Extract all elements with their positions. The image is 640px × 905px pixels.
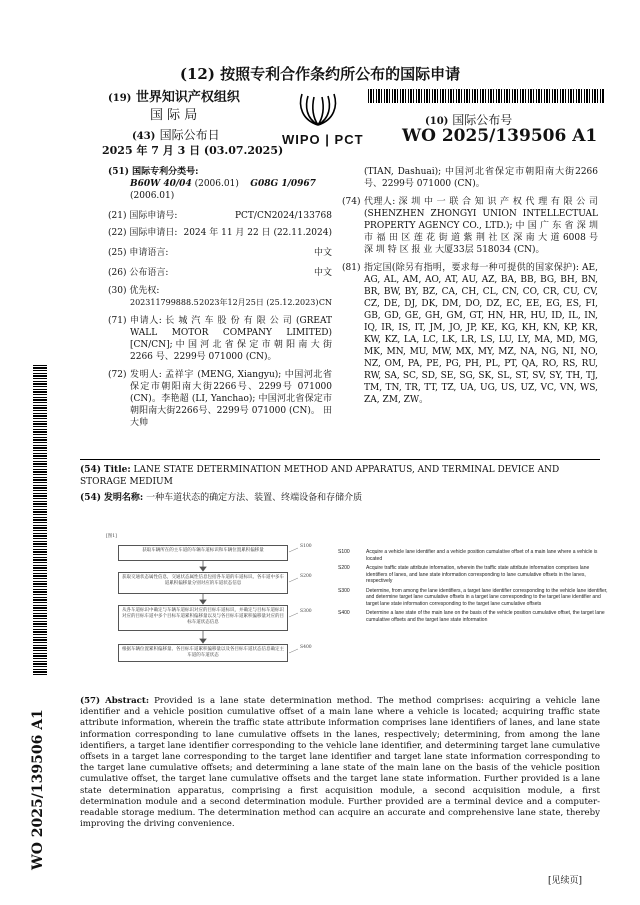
inventor-code: (72) bbox=[108, 370, 127, 380]
legend-id: S400 bbox=[338, 610, 350, 616]
pub-no: WO 2025/139506 A1 bbox=[402, 126, 598, 146]
applicant-text: 申请人: 长 城 汽 车 股 份 有 限 公 司 (GREAT WALL MOTOR COMPANY LIMITED) [CN/CN]; 中 国 河 北 省 保 定 市 朝 阳 南 大 街 2266 号、2299号 071000 (CN)。 bbox=[130, 316, 332, 362]
abstract-label: Abstract: bbox=[105, 696, 150, 706]
title-zh-block bbox=[80, 492, 600, 504]
abstract-block bbox=[80, 696, 600, 830]
publication-type-heading: (12) 按照专利合作条约所公布的国际申请 bbox=[179, 65, 461, 83]
title-zh-code: (54) bbox=[80, 493, 102, 503]
priority-no: 202311799888.5 bbox=[130, 298, 199, 307]
step-s200-id: S200 bbox=[300, 574, 312, 579]
app-no-value: PCT/CN2024/133768 bbox=[234, 211, 332, 221]
right-column bbox=[342, 166, 598, 406]
legend-text: Determine, from among the lane identifiers, a target lane identifier corresponding to the vehicle lane identifier, and determine target lane cumulative offsets in a target lane corresponding to the target lane identifier and target lane state information corresponding to the target lane cumulative offsets bbox=[366, 587, 608, 607]
top-barcode bbox=[368, 89, 604, 103]
inventor-text: 发明人: 孟祥宇 (MENG, Xiangyu); 中国河北省保定市朝阳南大街2266号、2299号 071000 (CN)。李艳超 (LI, Yanchao); 中国河北省保定市朝阳南大街2266号、2299号 071000 (CN)。 田大帅 bbox=[130, 370, 332, 428]
ipc-year-1: (2006.01) bbox=[194, 179, 239, 189]
step-s400-id: S400 bbox=[300, 645, 312, 650]
agent-text: 代理人: 深 圳 中 一 联 合 知 识 产 权 代 理 有 限 公 司 (SHENZHEN ZHONGYI UNION INTELLECTUAL PROPERTY AGENCY CO., LTD.); 中 国 广 东 省 深 圳 市 福 田 区 莲 花 街 道 紫 荆 社 区 深 南 大 道 6008 号 深 圳 特 区 报 业 大厦33层 518034 (CN)。 bbox=[364, 197, 598, 255]
step-s200-box: 获取交通状态属性信息，交通状态属性信息包括各车道的车道标识、各车道中多车道累积偏移量分别对应的车道状态信息 bbox=[118, 572, 288, 594]
org-block bbox=[108, 86, 240, 105]
filing-date-value: 2024 年 11 月 22 日 (22.11.2024) bbox=[183, 228, 332, 238]
legend-row bbox=[338, 549, 610, 562]
pub-lang-row bbox=[108, 267, 332, 279]
filing-lang-label: (25) 申请语言: bbox=[108, 248, 169, 258]
filing-lang-value: 中文 bbox=[313, 248, 332, 258]
legend-text: Determine a lane state of the main lane on the basis of the vehicle position cumulative offset, the target lane cumulative offsets and the target lane state information bbox=[366, 610, 605, 623]
left-column bbox=[108, 166, 332, 429]
ipc-values bbox=[108, 178, 332, 202]
filing-date-row bbox=[108, 227, 332, 239]
legend-id: S200 bbox=[338, 565, 350, 571]
step-s400-box: 根据车辆位置累积偏移量、各目标车道累积偏移量以及各目标车道状态信息确定主车道的车道状态 bbox=[118, 644, 288, 662]
legend-row bbox=[338, 588, 610, 608]
title-en-text: LANE STATE DETERMINATION METHOD AND APPARATUS, AND TERMINAL DEVICE AND STORAGE MEDIUM bbox=[80, 465, 560, 487]
pub-date: 2025 年 7 月 3 日 (03.07.2025) bbox=[102, 144, 284, 157]
abstract-text: Provided is a lane state determination method. The method comprises: acquiring a vehicle lane identifier and a vehicle position cumulative offset of a main lane where a vehicle is located; acquiring traffic state attribute information, wherein the traffic state attribute information comprises lane identifiers of lanes, and lane state information corresponding to lane cumulative offsets in the lanes, respectively; determining, from among the lane identifiers, a target lane identifier corresponding to the vehicle lane identifier, and determining target lane cumulative offsets in a target lane corresponding to the target lane identifier and target lane state information corresponding to the target lane cumulative offsets; and determining a lane state of the main lane on the basis of the vehicle position cumulative offset, the target lane cumulative offsets and the target lane state information. Further provided is a lane state determination apparatus, comprising a first acquisition module, a second acquisition module, a first determination module and a second determination module. Further provided are a terminal device and a computer-readable storage medium. The determination method can acquire an accurate and comprehensive lane state, thereby improving the driving convenience. bbox=[80, 696, 601, 830]
inventor-block bbox=[108, 369, 332, 429]
continued-note: [见续页] bbox=[548, 876, 583, 886]
agent-code: (74) bbox=[342, 197, 361, 207]
side-publication-number: WO 2025/139506 A1 bbox=[30, 709, 46, 870]
wipo-logo-text: WIPO | PCT bbox=[282, 132, 364, 147]
abstract-code: (57) bbox=[80, 696, 101, 706]
priority-row bbox=[108, 297, 332, 309]
title-code: (54) bbox=[80, 465, 102, 475]
pub-no-code: (10) bbox=[425, 116, 449, 127]
pub-date-label: 国际公布日 bbox=[159, 128, 220, 142]
step-s300-box: 从各车道标识中确定与车辆车道标识对应的目标车道标识，并确定与目标车道标识对应的目标车道中多个目标车道累积偏移量以及与各目标车道累积偏移量对应的目标车道状态信息 bbox=[118, 605, 288, 631]
wipo-emblem-icon bbox=[296, 92, 340, 128]
priority-country: CN bbox=[318, 298, 332, 307]
designated-states-block bbox=[342, 262, 598, 406]
section-divider bbox=[80, 459, 600, 460]
filing-date-label: (22) 国际申请日: bbox=[108, 228, 178, 238]
figure-legend bbox=[338, 549, 610, 623]
legend-id: S100 bbox=[338, 549, 350, 555]
states-text: 指定国(除另有指明，要求每一种可提供的国家保护): AE, AG, AL, AM, AO, AT, AU, AZ, BA, BB, BG, BH, BN, BR, BW, BY, BZ, CA, CH, CL, CN, CO, CR, CU, CV, CZ, DE, DJ, DK, DM, DO, DZ, EC, EE, EG, ES, FI, GB, GD, GE, GH, GM, GT, HN, HR, HU, ID, IL, IN, IQ, IR, IS, IT, JM, JO, JP, KE, KG, KH, KN, KP, KR, KW, KZ, LA, LC, LK, LR, LS, LU, LY, MA, MD, MG, MK, MN, MU, MW, MX, MY, MZ, NA, NG, NI, NO, NZ, OM, PA, PE, PG, PH, PL, PT, QA, RO, RS, RU, RW, SA, SC, SD, SE, SG, SK, SL, ST, SV, SY, TH, TJ, TM, TN, TR, TT, TZ, UA, UG, US, UZ, VC, VN, WS, ZA, ZM, ZW。 bbox=[364, 263, 598, 405]
filing-lang-row bbox=[108, 247, 332, 259]
ipc-value-1: B60W 40/04 bbox=[130, 179, 192, 189]
pub-lang-value: 中文 bbox=[313, 268, 332, 278]
wipo-logo bbox=[270, 92, 370, 152]
inventor-continued: (TIAN, Dashuai); 中国河北省保定市朝阳南大街2266号、2299号 071000 (CN)。 bbox=[364, 167, 598, 189]
pub-lang-label: (26) 公布语言: bbox=[108, 268, 169, 278]
legend-row bbox=[338, 565, 610, 585]
legend-text: Acquire traffic state attribute information, wherein the traffic state attribute information comprises lane identifiers of lanes, and lane state information corresponding to lane cumulative offsets in the lanes, respectively bbox=[366, 565, 590, 584]
app-no-label: (21) 国际申请号: bbox=[108, 211, 178, 221]
applicant-block bbox=[108, 315, 332, 363]
org-name: 世界知识产权组织 bbox=[135, 90, 240, 105]
applicant-code: (71) bbox=[108, 316, 127, 326]
title-en-block bbox=[80, 464, 600, 488]
pub-no-label: 国际公布号 bbox=[452, 113, 513, 127]
title-en-label: Title: bbox=[103, 465, 131, 475]
pub-date-block bbox=[132, 126, 220, 143]
legend-text: Acquire a vehicle lane identifier and a vehicle position cumulative offset of a main lane where a vehicle is located bbox=[366, 549, 598, 562]
ipc-year-2: (2006.01) bbox=[130, 191, 175, 201]
flowchart bbox=[108, 540, 338, 680]
states-code: (81) bbox=[342, 263, 361, 273]
side-barcode bbox=[33, 365, 47, 675]
agent-block bbox=[342, 196, 598, 256]
figure-label: [图1] bbox=[106, 534, 117, 539]
title-zh-text: 一种车道状态的确定方法、装置、终端设备和存储介质 bbox=[146, 493, 363, 503]
legend-id: S300 bbox=[338, 587, 350, 594]
step-s300-id: S300 bbox=[300, 609, 312, 614]
pub-date-code: (43) bbox=[132, 131, 156, 142]
title-zh-label: 发明名称: bbox=[103, 493, 144, 503]
ipc-value-2: G08G 1/0967 bbox=[250, 179, 316, 189]
ipc-label: (51) 国际专利分类号: bbox=[108, 167, 199, 177]
step-s100-box: 获取车辆所在的主车道的车辆车道标识和车辆位置累积偏移量 bbox=[118, 545, 288, 561]
priority-date: 2023年12月25日 (25.12.2023) bbox=[199, 298, 319, 307]
step-s100-id: S100 bbox=[300, 544, 312, 549]
bureau: 国 际 局 bbox=[150, 108, 198, 123]
legend-row bbox=[338, 610, 610, 623]
priority-label: (30) 优先权: bbox=[108, 286, 160, 296]
app-no-row bbox=[108, 210, 332, 222]
org-code: (19) bbox=[108, 93, 132, 104]
